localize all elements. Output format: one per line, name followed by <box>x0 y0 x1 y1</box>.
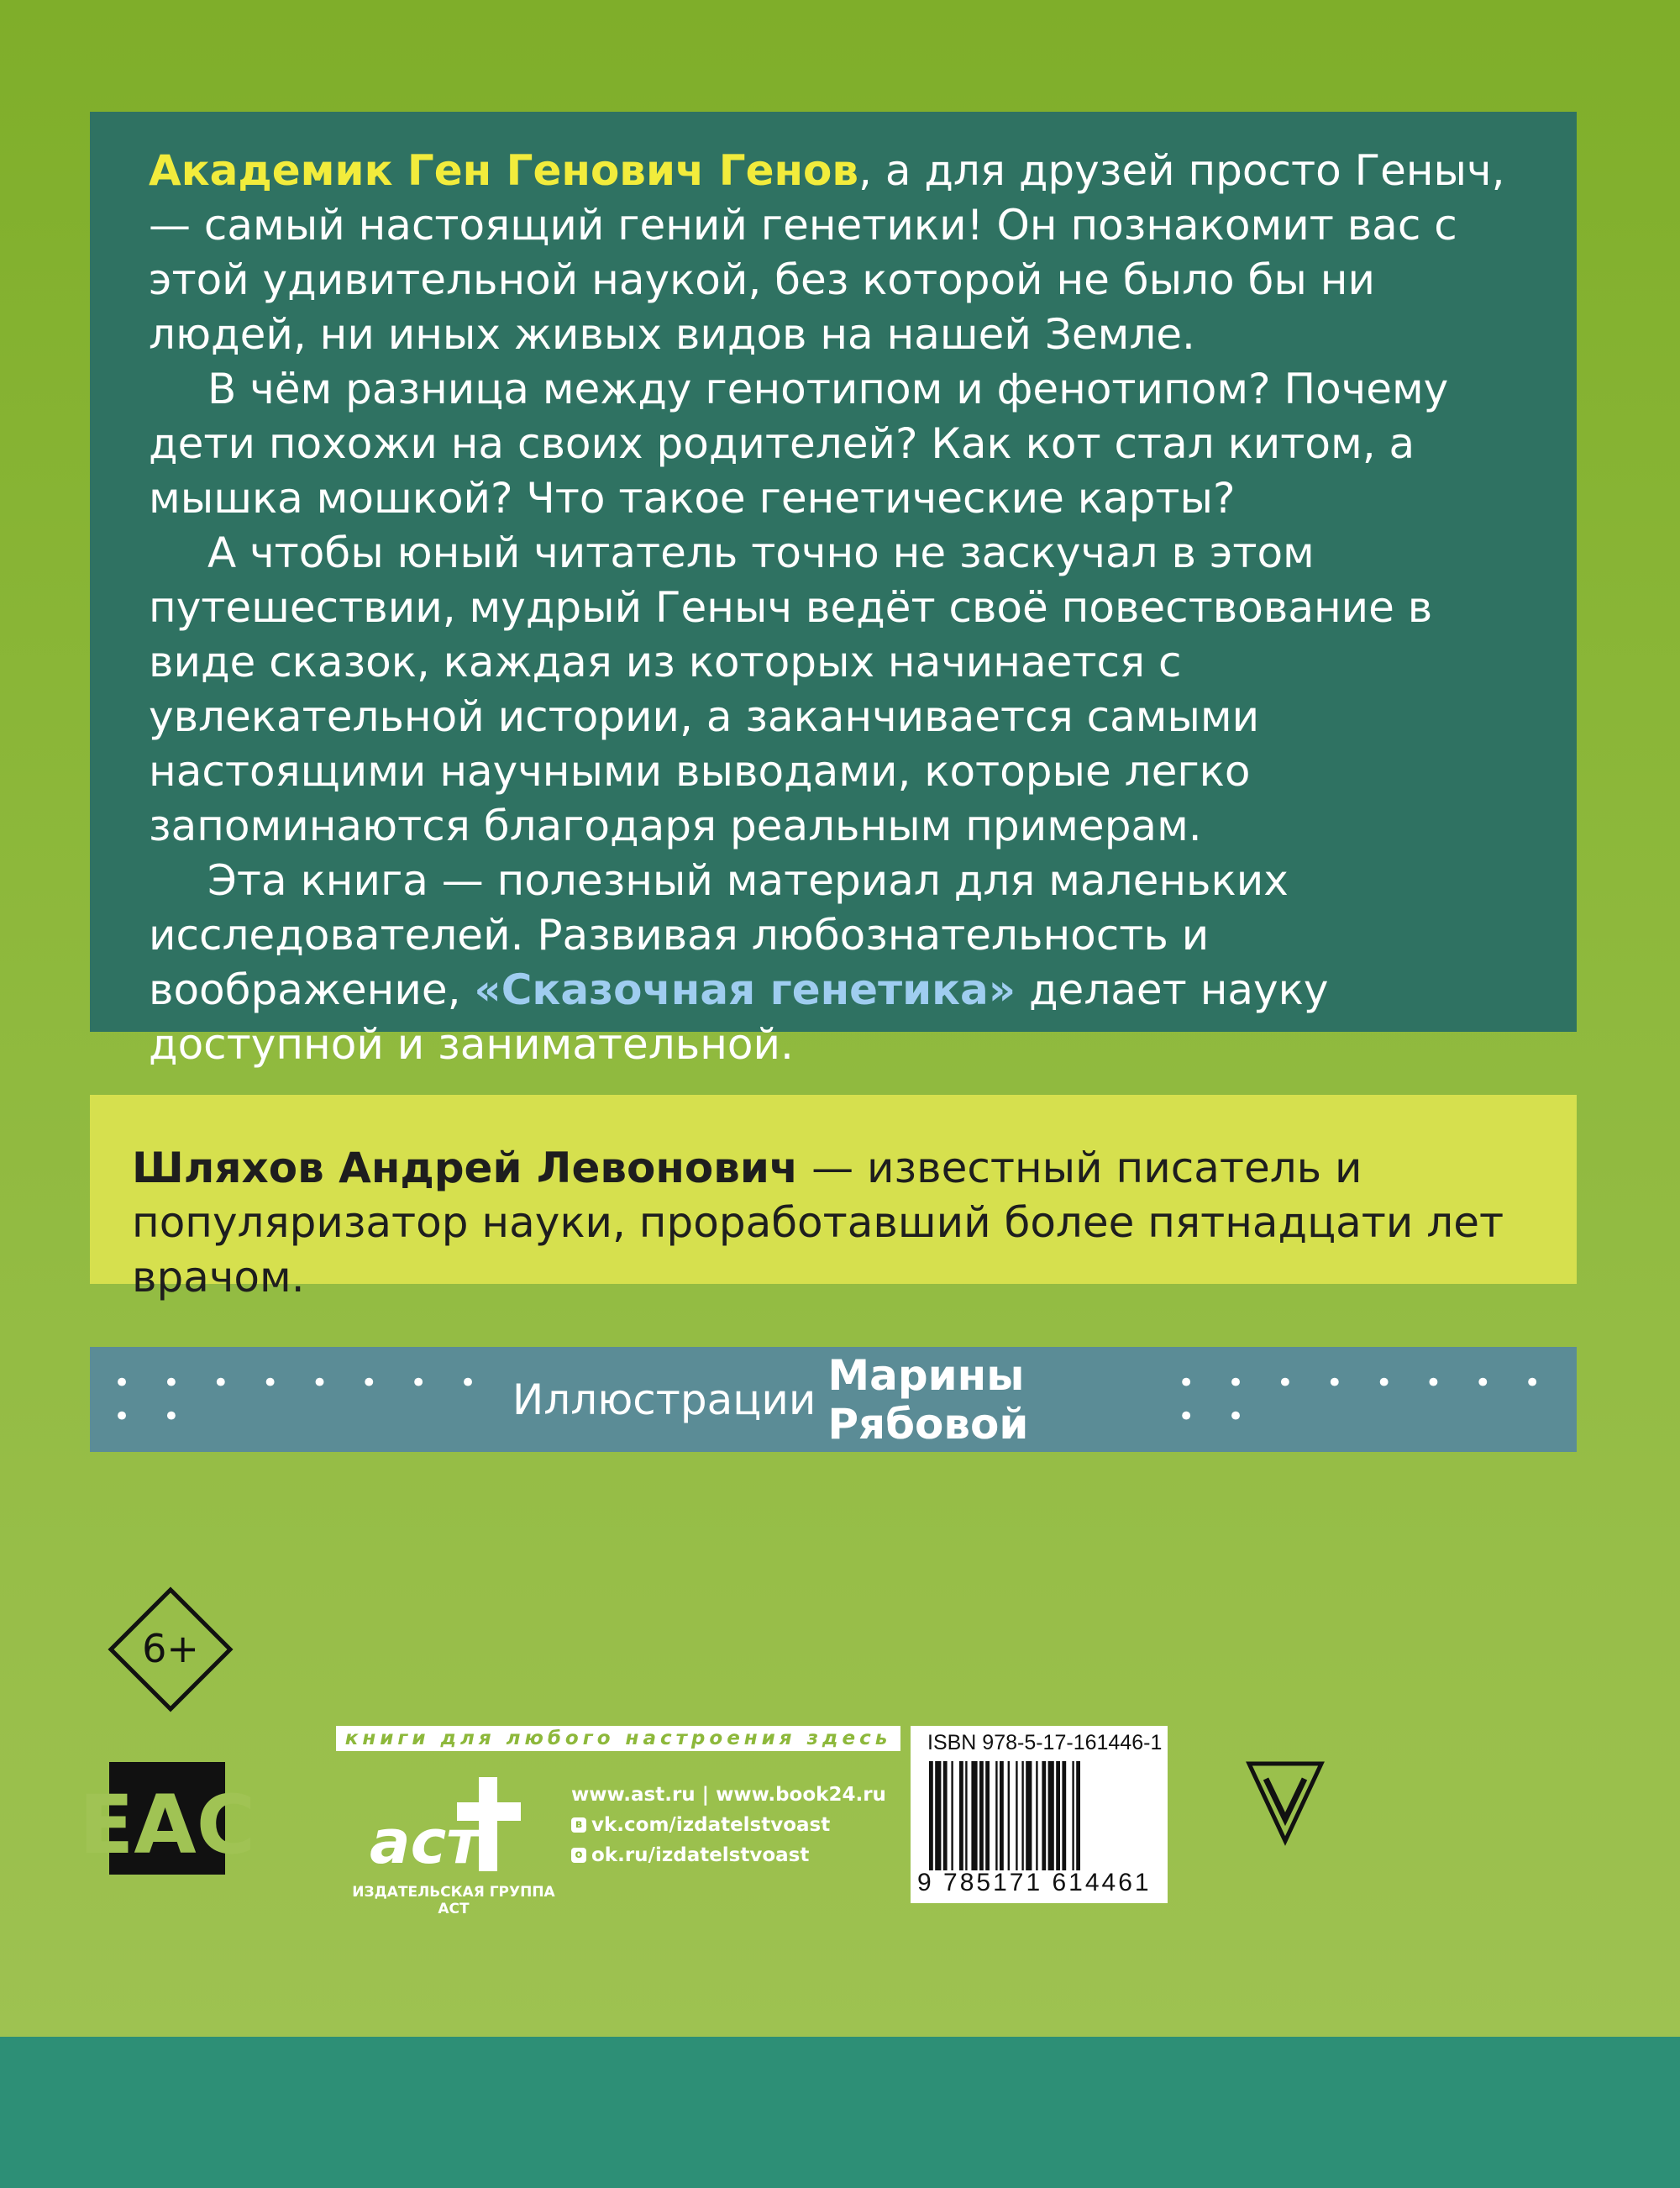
barcode-bar <box>1062 1761 1066 1870</box>
barcode-bar <box>1042 1761 1046 1870</box>
barcode-bar <box>943 1761 948 1870</box>
vk-handle: izdatelstvoast <box>675 1814 831 1836</box>
description-text: делает науку доступной и занимательной. <box>149 965 1329 1069</box>
description-paragraph-3: А чтобы юный читатель точно не заскучал в этом путешествии, мудрый Геныч ведёт своё повествование в виде сказок, каждая из которых начинается с увлекательной истории, а заканчивается самыми настоящими научными выводами, которые легко запоминаются благодаря реальным примерам. <box>149 529 1433 850</box>
ast-logo-icon <box>353 1769 538 1886</box>
barcode-bar <box>929 1761 933 1870</box>
barcode-bar <box>935 1761 941 1870</box>
age-rating-icon <box>108 1586 234 1712</box>
eac-label: EAC <box>78 1778 256 1872</box>
barcode-bar <box>1048 1761 1054 1870</box>
ok-prefix: ok.ru/ <box>591 1844 655 1866</box>
barcode-bar <box>1021 1761 1023 1870</box>
publisher-group-name: ИЗДАТЕЛЬСКАЯ ГРУППА АСТ <box>352 1884 555 1917</box>
barcode-bar <box>965 1761 967 1870</box>
barcode-bar <box>1036 1761 1037 1870</box>
publisher-slogan: книги для любого настроения здесь <box>336 1726 900 1751</box>
vk-icon: в <box>571 1817 586 1833</box>
v-logo-icon <box>1247 1760 1323 1844</box>
description-paragraph-1 <box>149 144 1518 362</box>
ok-icon: о <box>571 1848 586 1863</box>
barcode-bar <box>1016 1761 1017 1870</box>
dots-right: • • • • • • • • • • <box>1178 1365 1553 1433</box>
age-rating-label: 6+ <box>142 1626 199 1671</box>
author-bio: — известный писатель и популяризатор науки, проработавший более пятнадцати лет врачом. <box>132 1144 1504 1302</box>
illustrations-banner <box>90 1347 1577 1452</box>
ok-handle: izdatelstvoast <box>654 1844 810 1866</box>
description-text: Эта книга — полезный материал для маленьких исследователей. Развивая любознательность и воображение, <box>149 856 1289 1014</box>
barcode-digits: 9 785171 614461 <box>917 1869 1152 1896</box>
book-title: «Сказочная генетика» <box>474 965 1016 1014</box>
barcode-bar <box>1008 1761 1010 1870</box>
barcode-bar <box>1056 1761 1060 1870</box>
author-highlight: Академик Ген Генович Генов <box>149 146 859 195</box>
barcode-bar <box>1076 1761 1080 1870</box>
description-panel <box>90 112 1577 1069</box>
ok-link[interactable] <box>571 1840 886 1870</box>
barcode-bar <box>971 1761 977 1870</box>
footer-band <box>0 2037 1680 2188</box>
illustrations-label: Иллюстрации <box>512 1375 816 1424</box>
barcode-bar <box>979 1761 984 1870</box>
vk-prefix: vk.com/ <box>591 1814 676 1836</box>
barcode-bar <box>1000 1761 1004 1870</box>
barcode-bars-icon <box>926 1761 1152 1870</box>
websites[interactable]: www.ast.ru | www.book24.ru <box>571 1784 886 1806</box>
illustrator-name: Марины Рябовой <box>827 1350 1029 1449</box>
description-paragraph-2: В чём разница между генотипом и фенотипом? Почему дети похожи на своих родителей? Как кот стал китом, а мышка мошкой? Что такое генетические карты? <box>149 365 1449 523</box>
barcode <box>911 1726 1168 1903</box>
description-paragraph-4 <box>149 854 1518 1072</box>
barcode-bar <box>985 1761 990 1870</box>
barcode-bar <box>959 1761 963 1870</box>
barcode-bar <box>995 1761 997 1870</box>
eac-mark-icon <box>78 1760 256 1876</box>
isbn-text: ISBN 978-5-17-161446-1 <box>927 1731 1163 1754</box>
vk-link[interactable] <box>571 1810 886 1840</box>
barcode-bar <box>951 1761 953 1870</box>
author-name: Шляхов Андрей Левонович <box>132 1144 799 1192</box>
author-panel <box>90 1095 1577 1302</box>
barcode-bar <box>1026 1761 1032 1870</box>
ast-logo-text: аст <box>370 1807 481 1877</box>
dots-left: • • • • • • • • • • <box>113 1365 489 1433</box>
description-text: , а для друзей просто Геныч, — самый настоящий гений генетики! Он познакомит вас с этой удивительной наукой, без которой не было бы ни людей, ни иных живых видов на нашей Земле. <box>149 146 1505 359</box>
publisher-links <box>571 1780 886 1870</box>
barcode-bar <box>1072 1761 1074 1870</box>
